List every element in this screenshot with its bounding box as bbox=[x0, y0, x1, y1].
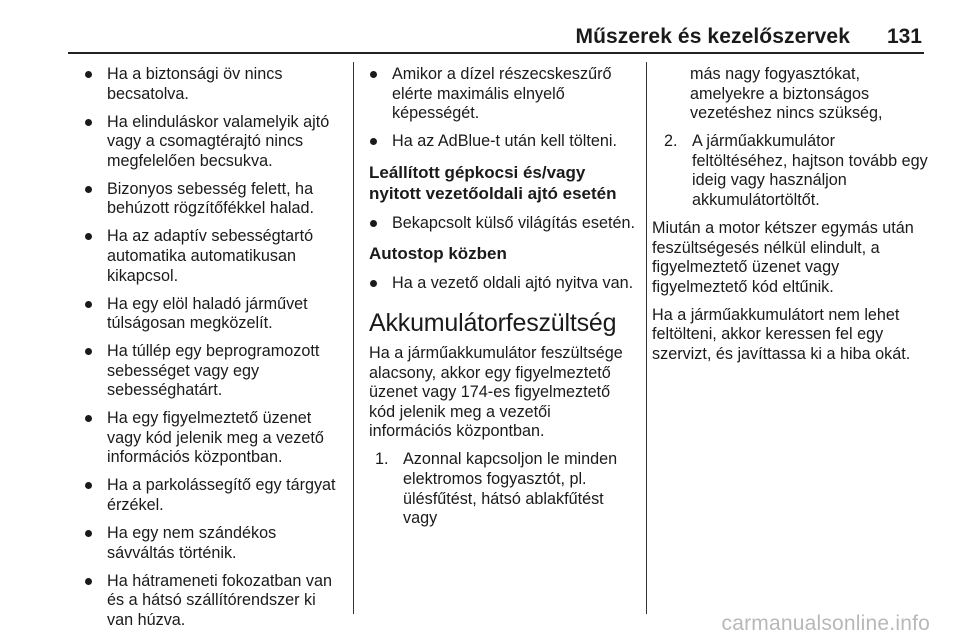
step-text: A járműakkumulátor feltöltéséhez, hajtson tovább egy ideig vagy használjon akkumulátortöltőt. bbox=[692, 132, 928, 209]
numbered-step-1-continuation: más nagy fogyasztókat, amelyekre a biztonságos vezetéshez nincs szükség, bbox=[690, 65, 883, 123]
watermark: carmanualsonline.info bbox=[721, 612, 930, 635]
list-item: Ha egy elöl haladó járművet túlságosan megközelít. bbox=[84, 295, 346, 334]
step-text: Azonnal kapcsoljon le minden elektromos fogyasztót, pl. ülésfűtést, hátsó ablakfűtést vagy bbox=[403, 450, 618, 528]
page-number: 131 bbox=[886, 25, 922, 48]
list-item: Ha az adaptív sebességtartó automatika automatikusan kikapcsol. bbox=[84, 227, 346, 286]
list-item: Ha a biztonsági öv nincs becsatolva. bbox=[84, 65, 346, 104]
list-item: Ha elinduláskor valamelyik ajtó vagy a csomagtérajtó nincs megfelelően becsukva. bbox=[84, 113, 346, 172]
section-heading-autostop: Autostop közben bbox=[369, 244, 507, 264]
section-heading-voltage: Akkumulátorfeszültség bbox=[369, 308, 617, 337]
step-number: 1. bbox=[375, 450, 389, 469]
column-divider-1 bbox=[353, 62, 354, 614]
paragraph-2: Ha a járműakkumulátort nem lehet feltölteni, akkor keressen fel egy szervizt, és javíttassa ki a hiba okát. bbox=[652, 305, 911, 363]
paragraph-1: Miután a motor kétszer egymás után feszültségesés nélkül elindult, a figyelmeztető üzenet vagy figyelmeztető kód eltűnik. bbox=[652, 218, 914, 296]
list-item: Bizonyos sebesség felett, ha behúzott rögzítőfékkel halad. bbox=[84, 180, 346, 219]
header-divider bbox=[68, 52, 924, 54]
list-item: Bekapcsolt külső világítás esetén. bbox=[369, 214, 635, 234]
column-3 bbox=[652, 65, 928, 373]
page-title: Műszerek és kezelőszervek bbox=[575, 25, 850, 48]
list-item: Ha a parkolássegítő egy tárgyat érzékel. bbox=[84, 476, 346, 515]
numbered-step-2 bbox=[664, 132, 928, 210]
list-item: Ha egy figyelmeztető üzenet vagy kód jelenik meg a vezető információs központban. bbox=[84, 409, 346, 468]
column-2 bbox=[369, 65, 635, 537]
list-item: Ha egy nem szándékos sávváltás történik. bbox=[84, 524, 346, 563]
section-heading-parked: Leállított gépkocsi és/vagy nyitott vezetőoldali ajtó esetén bbox=[369, 162, 617, 203]
list-item: Ha túllép egy beprogramozott sebességet vagy egy sebességhatárt. bbox=[84, 342, 346, 401]
column-1 bbox=[84, 65, 346, 639]
step-number: 2. bbox=[664, 132, 678, 151]
list-item: Amikor a dízel részecskeszűrő elérte maximális elnyelő képességét. bbox=[369, 65, 635, 124]
page-header bbox=[0, 0, 960, 60]
list-item: Ha a vezető oldali ajtó nyitva van. bbox=[369, 274, 635, 294]
list-item: Ha hátrameneti fokozatban van és a hátsó szállítórendszer ki van húzva. bbox=[84, 572, 346, 631]
numbered-step-1 bbox=[375, 450, 635, 528]
paragraph-voltage: Ha a járműakkumulátor feszültsége alacsony, akkor egy figyelmeztető üzenet vagy 174-es figyelmeztető kód jelenik meg a vezetői információs központban. bbox=[369, 343, 623, 441]
list-item: Ha az AdBlue-t után kell tölteni. bbox=[369, 132, 635, 152]
column-divider-2 bbox=[646, 62, 647, 614]
